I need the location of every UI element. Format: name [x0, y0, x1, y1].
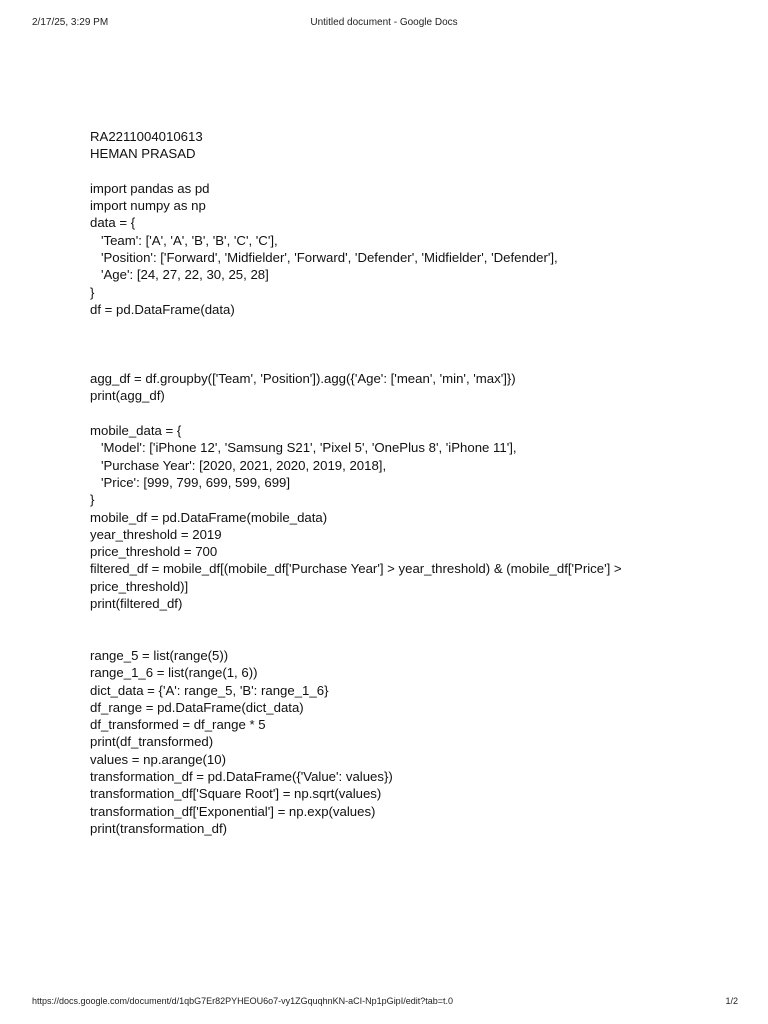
- print-datetime: 2/17/25, 3:29 PM: [32, 17, 109, 28]
- document-line: 'Price': [999, 799, 699, 599, 699]: [90, 474, 291, 490]
- print-header: [0, 17, 768, 33]
- document-line: 'Model': ['iPhone 12', 'Samsung S21', 'Pixel 5', 'OnePlus 8', 'iPhone 11'],: [90, 440, 517, 456]
- document-line: transformation_df = pd.DataFrame({'Value': values}): [90, 768, 393, 784]
- blank-line: [90, 353, 710, 370]
- document-line: mobile_data = {: [90, 423, 182, 439]
- document-line: dict_data = {'A': range_5, 'B': range_1_6}: [90, 682, 329, 698]
- document-line: import numpy as np: [90, 198, 206, 214]
- document-line: 'Age': [24, 27, 22, 30, 25, 28]: [90, 267, 269, 283]
- document-line: 'Position': ['Forward', 'Midfielder', 'Forward', 'Defender', 'Midfielder', 'Defender'],: [90, 250, 558, 266]
- document-line: 'Team': ['A', 'A', 'B', 'B', 'C', 'C'],: [90, 232, 278, 248]
- document-line: }: [90, 284, 95, 300]
- document-line: HEMAN PRASAD: [90, 146, 196, 162]
- document-line: 'Purchase Year': [2020, 2021, 2020, 2019, 2018],: [90, 457, 387, 473]
- document-line: range_5 = list(range(5)): [90, 647, 229, 663]
- page-number: 1/2: [725, 996, 738, 1006]
- document-url: https://docs.google.com/document/d/1qbG7Er82PYHEOU6o7-vy1ZGquqhnKN-aCI-Np1pGipI/edit?tab=t.0: [32, 996, 453, 1006]
- document-line: price_threshold = 700: [90, 544, 218, 560]
- print-footer: [0, 996, 768, 1012]
- blank-line: [90, 612, 710, 629]
- blank-line: [90, 405, 710, 422]
- document-line: mobile_df = pd.DataFrame(mobile_data): [90, 509, 328, 525]
- blank-line: [90, 630, 710, 647]
- document-line: values = np.arange(10): [90, 751, 226, 767]
- document-line: transformation_df['Square Root'] = np.sqrt(values): [90, 786, 382, 802]
- document-line: }: [90, 492, 95, 508]
- document-line: year_threshold = 2019: [90, 526, 222, 542]
- document-line: print(df_transformed): [90, 734, 214, 750]
- document-line: filtered_df = mobile_df[(mobile_df['Purchase Year'] > year_threshold) & (mobile_df['Price'] >: [90, 561, 622, 577]
- document-line: RA2211004010613: [90, 129, 203, 144]
- document-line: print(agg_df): [90, 388, 165, 404]
- document-line: df_range = pd.DataFrame(dict_data): [90, 699, 304, 715]
- document-line: data = {: [90, 215, 136, 231]
- blank-line: [90, 318, 710, 335]
- document-line: agg_df = df.groupby(['Team', 'Position']).agg({'Age': ['mean', 'min', 'max']}): [90, 371, 516, 387]
- document-line: range_1_6 = list(range(1, 6)): [90, 665, 258, 681]
- blank-line: [90, 163, 710, 180]
- document-line: df_transformed = df_range * 5: [90, 717, 266, 733]
- document-body: [90, 128, 710, 837]
- document-line: transformation_df['Exponential'] = np.exp(values): [90, 803, 376, 819]
- document-line: print(transformation_df): [90, 820, 228, 836]
- blank-line: [90, 336, 710, 353]
- document-line: price_threshold)]: [90, 578, 189, 594]
- document-line: print(filtered_df): [90, 596, 183, 612]
- document-line: import pandas as pd: [90, 180, 210, 196]
- document-line: df = pd.DataFrame(data): [90, 301, 235, 317]
- document-title: Untitled document - Google Docs: [310, 17, 458, 28]
